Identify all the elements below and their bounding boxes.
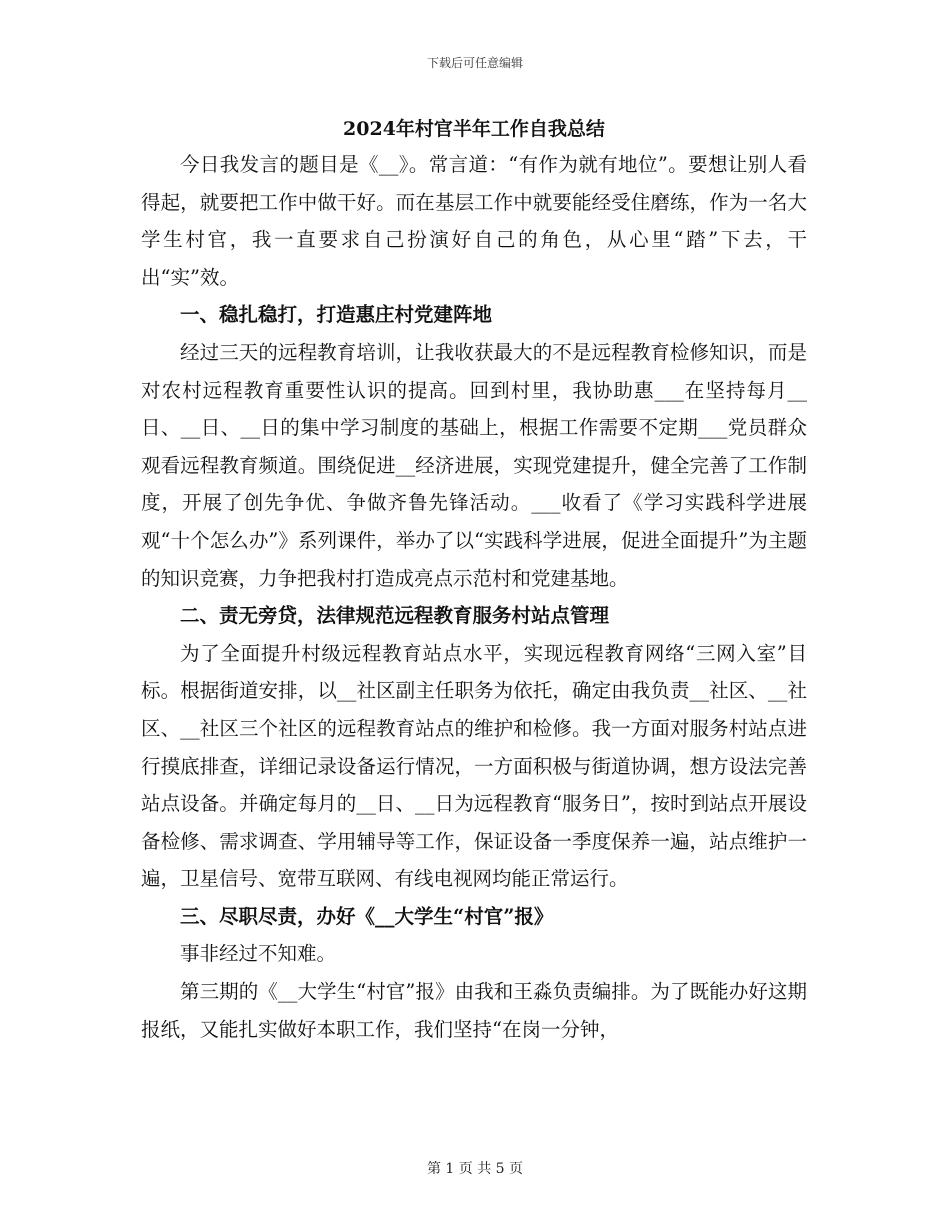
section-1-paragraph: 经过三天的远程教育培训，让我收获最大的不是远程教育检修知识，而是对农村远程教育重要性认识的提高。回到村里，我协助惠___在坚持每月__日、__日、__日的集中学习制度的基础上，根据工作需要不定期___党员群众观看远程教育频道。围绕促进__经济进展，实现党建提升，健全完善了工作制度，开展了创先争优、争做齐鲁先锋活动。___收看了《学习实践科学进展观“十个怎么办”》系列课件，举办了以“实践科学进展，促进全面提升”为主题的知识竞赛，力争把我村打造成亮点示范村和党建基地。 — [141, 340, 807, 590]
section-3-paragraph-2: 第三期的《__大学生“村官”报》由我和王淼负责编排。为了既能办好这期报纸，又能扎实做好本职工作，我们坚持“在岗一分钟， — [141, 980, 807, 1041]
section-2-heading: 二、责无旁贷，法律规范远程教育服务村站点管理 — [180, 604, 610, 628]
intro-paragraph: 今日我发言的题目是《__》。常言道：“有作为就有地位”。要想让别人看得起，就要把工作中做干好。而在基层工作中就要能经受住磨练，作为一名大学生村官，我一直要求自己扮演好自己的角色，从心里“踏”下去，干出“实”效。 — [141, 153, 807, 289]
page-header-note: 下载后可任意编辑 — [426, 56, 523, 70]
section-3-paragraph-1: 事非经过不知难。 — [180, 942, 337, 966]
page-footer: 第 1 页 共 5 页 — [426, 1161, 524, 1177]
section-3-heading: 三、尽职尽责，办好《__大学生“村官”报》 — [180, 904, 554, 928]
section-1-heading: 一、稳扎稳打，打造惠庄村党建阵地 — [180, 303, 493, 327]
document-title: 2024年村官半年工作自我总结 — [343, 118, 605, 140]
section-2-paragraph: 为了全面提升村级远程教育站点水平，实现远程教育网络“三网入室”目标。根据街道安排，以__社区副主任职务为依托，确定由我负责__社区、__社区、__社区三个社区的远程教育站点的维护和检修。我一方面对服务村站点进行摸底排查，详细记录设备运行情况，一方面积极与街道协调，想方设法完善站点设备。并确定每月的__日、__日为远程教育“服务日”，按时到站点开展设备检修、需求调查、学用辅导等工作，保证设备一季度保养一遍，站点维护一遍，卫星信号、宽带互联网、有线电视网均能正常运行。 — [141, 641, 807, 891]
document-body — [141, 112, 807, 1048]
